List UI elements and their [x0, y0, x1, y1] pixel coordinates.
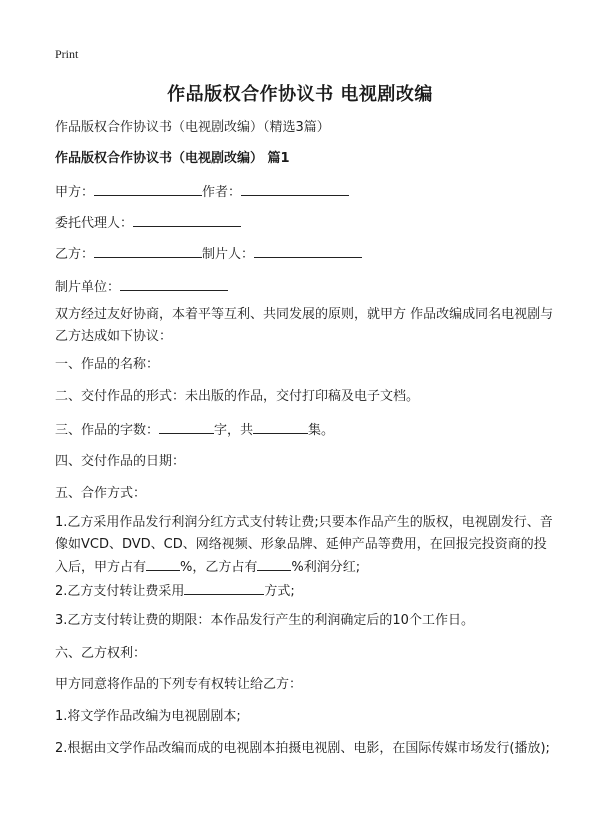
producer-label: 制片人：: [202, 247, 255, 262]
agent-row: [55, 212, 555, 235]
party-a-blank: [94, 181, 202, 196]
party-b-blank: [94, 243, 202, 258]
party-a-row: [55, 181, 555, 204]
party-b-label: 乙方：: [55, 247, 95, 262]
producer-blank: [254, 243, 362, 258]
payment-method-blank: [184, 580, 264, 595]
production-unit-label: 制片单位：: [55, 280, 121, 295]
episode-count-blank: [253, 419, 308, 434]
item-1: 一、作品的名称：: [55, 357, 160, 372]
item-3-suffix: 集。: [308, 423, 335, 438]
clause-1: [55, 512, 555, 579]
clause-1-part1: 1.乙方采用作品发行利润分红方式支付转让费;只要本作品产生的版权，电视剧发行、音像如VCD、DVD、CD、网络视频、形象品牌、延伸产品等费用，在回报完投资商的投入后，甲方占有: [55, 515, 553, 575]
party-a-share-blank: [146, 556, 180, 571]
clause-2-suffix: 方式;: [264, 584, 295, 599]
clause-2-prefix: 2.乙方支付转让费采用: [55, 584, 185, 599]
production-unit-blank: [120, 276, 228, 291]
production-unit-row: [55, 276, 555, 299]
author-blank: [241, 181, 349, 196]
party-b-share-blank: [257, 556, 291, 571]
item-3-prefix: 三、作品的字数：: [55, 423, 160, 438]
party-b-row: [55, 243, 555, 266]
item-3: [55, 419, 555, 442]
intro-paragraph: 双方经过友好协商，本着平等互利、共同发展的原则，就甲方 作品改编成同名电视剧与乙方达成如下协议：: [55, 307, 554, 344]
item-2: 二、交付作品的形式：未出版的作品，交付打印稿及电子文档。: [55, 389, 420, 404]
party-a-label: 甲方：: [55, 185, 95, 200]
right-2: 2.根据由文学作品改编而成的电视剧本拍摄电视剧、电影，在国际传媒市场发行(播放);: [55, 741, 550, 756]
item-5: 五、合作方式：: [55, 486, 147, 501]
document-subtitle: 作品版权合作协议书（电视剧改编）（精选3篇）: [55, 120, 330, 135]
document-title: 作品版权合作协议书 电视剧改编: [167, 84, 433, 105]
right-1: 1.将文学作品改编为电视剧剧本;: [55, 709, 241, 724]
clause-1-part2: %，乙方占有: [180, 560, 258, 575]
clause-1-part3: %利润分红;: [291, 560, 361, 575]
print-link[interactable]: Print: [55, 47, 79, 61]
item-4: 四、交付作品的日期：: [55, 454, 186, 469]
agent-blank: [133, 212, 241, 227]
section-heading: 作品版权合作协议书（电视剧改编） 篇1: [55, 151, 290, 166]
transfer-intro: 甲方同意将作品的下列专有权转让给乙方：: [55, 677, 303, 692]
clause-2: [55, 580, 555, 603]
word-count-blank: [159, 419, 214, 434]
item-6: 六、乙方权利：: [55, 646, 147, 661]
clause-3: 3.乙方支付转让费的期限：本作品发行产生的利润确定后的10个工作日。: [55, 613, 474, 628]
author-label: 作者：: [202, 185, 242, 200]
item-3-mid: 字，共: [214, 423, 254, 438]
agent-label: 委托代理人：: [55, 216, 134, 231]
